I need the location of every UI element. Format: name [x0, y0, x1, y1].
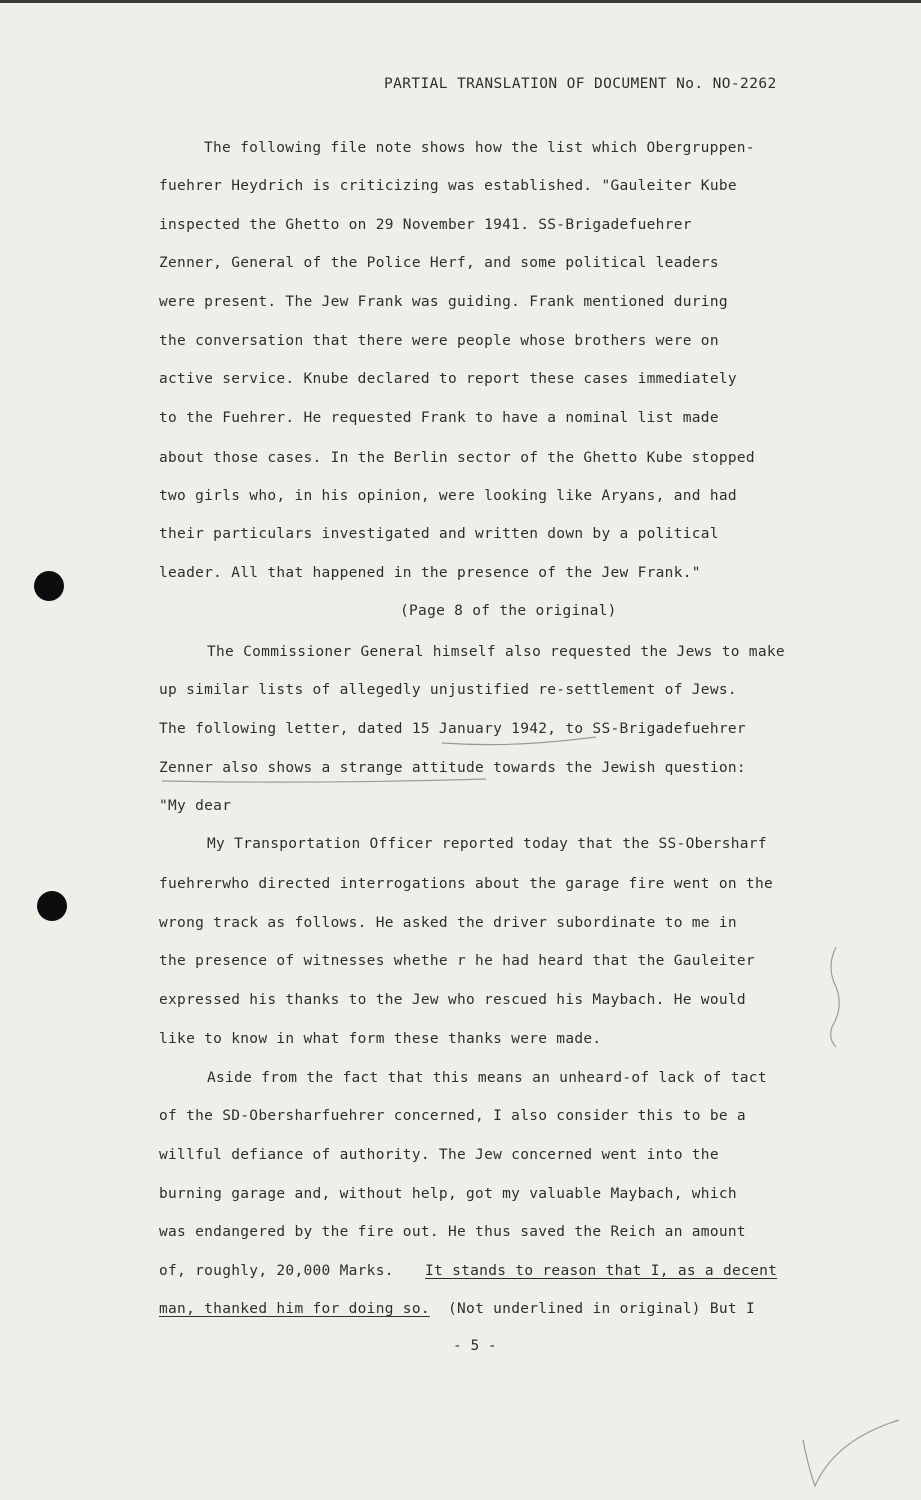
underlined-text: It stands to reason that I, as a decent: [425, 1263, 778, 1279]
text-line: active service. Knube declared to report these cases immediately: [159, 371, 737, 387]
punch-hole: [34, 571, 64, 601]
text-line: My Transportation Officer reported today that the SS-Obersharf: [207, 836, 767, 852]
pencil-check-mark: [795, 1400, 905, 1490]
text-line: Zenner, General of the Police Herf, and some political leaders: [159, 255, 719, 271]
document-header: PARTIAL TRANSLATION OF DOCUMENT No. NO-2262: [384, 76, 777, 92]
text-line: inspected the Ghetto on 29 November 1941. SS-Brigadefuehrer: [159, 217, 692, 233]
text-line: (Not underlined in original) But I: [448, 1301, 756, 1317]
text-line: of the SD-Obersharfuehrer concerned, I also consider this to be a: [159, 1108, 746, 1124]
text-line: were present. The Jew Frank was guiding. Frank mentioned during: [159, 294, 728, 310]
text-line: about those cases. In the Berlin sector of the Ghetto Kube stopped: [159, 450, 755, 466]
page-number: - 5 -: [453, 1338, 497, 1354]
underlined-text: man, thanked him for doing so.: [159, 1301, 430, 1317]
text-line: The Commissioner General himself also requested the Jews to make: [207, 644, 785, 660]
text-line: was endangered by the fire out. He thus saved the Reich an amount: [159, 1224, 746, 1240]
text-line: Zenner also shows a strange attitude towards the Jewish question:: [159, 760, 746, 776]
text-line: leader. All that happened in the presence of the Jew Frank.": [159, 565, 701, 581]
text-line: burning garage and, without help, got my valuable Maybach, which: [159, 1186, 737, 1202]
text-line: the conversation that there were people whose brothers were on: [159, 333, 719, 349]
text-line: of, roughly, 20,000 Marks.: [159, 1263, 394, 1279]
text-line: Aside from the fact that this means an unheard-of lack of tact: [207, 1070, 767, 1086]
text-line: "My dear: [159, 798, 232, 814]
text-line: the presence of witnesses whethe r he had heard that the Gauleiter: [159, 953, 755, 969]
text-line: two girls who, in his opinion, were looking like Aryans, and had: [159, 488, 737, 504]
punch-hole: [37, 891, 67, 921]
text-line: fuehrer Heydrich is criticizing was established. "Gauleiter Kube: [159, 178, 737, 194]
margin-bracket-mark: [822, 945, 852, 1050]
text-line: like to know in what form these thanks were made.: [159, 1031, 602, 1047]
text-line: expressed his thanks to the Jew who rescued his Maybach. He would: [159, 992, 746, 1008]
page-reference-note: (Page 8 of the original): [400, 603, 617, 619]
pencil-underline-mark: [160, 775, 490, 785]
text-line: fuehrerwho directed interrogations about the garage fire went on the: [159, 876, 774, 892]
text-line: their particulars investigated and written down by a political: [159, 526, 719, 542]
text-line: up similar lists of allegedly unjustified re-settlement of Jews.: [159, 682, 737, 698]
text-line: wrong track as follows. He asked the driver subordinate to me in: [159, 915, 737, 931]
pencil-underline-mark: [440, 735, 600, 749]
text-line: The following letter, dated 15 January 1942, to SS-Brigadefuehrer: [159, 721, 746, 737]
text-line: willful defiance of authority. The Jew concerned went into the: [159, 1147, 719, 1163]
text-line: to the Fuehrer. He requested Frank to have a nominal list made: [159, 410, 719, 426]
text-line: The following file note shows how the list which Obergruppen-: [204, 140, 755, 156]
